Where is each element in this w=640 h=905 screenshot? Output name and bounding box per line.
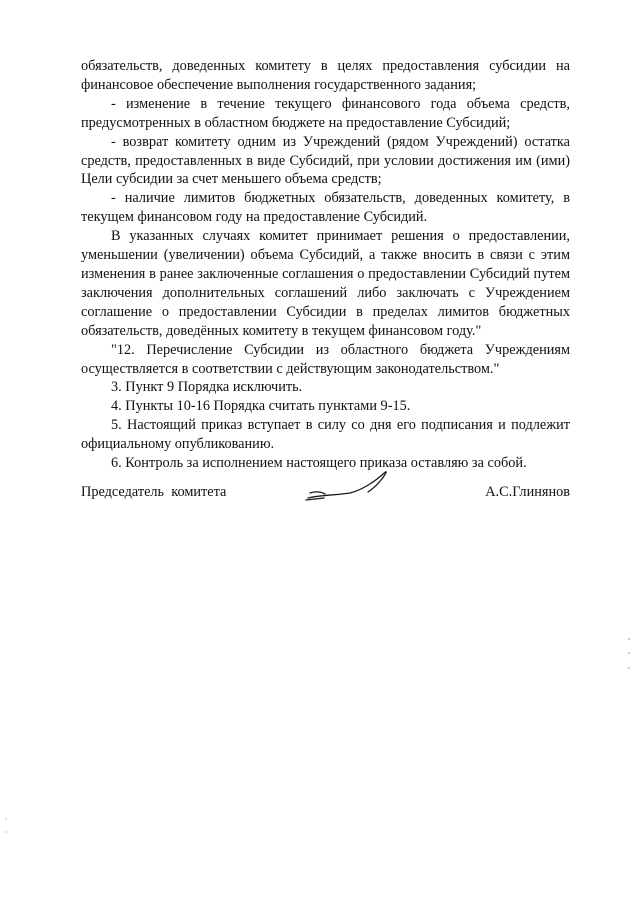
paragraph-list-item: - наличие лимитов бюджетных обязательств, доведенных комитету, в текущем финансовом году на предоставление Субсидий. bbox=[81, 190, 570, 226]
paragraph-item-4: 4. Пункты 10-16 Порядка считать пунктами 9-15. bbox=[111, 398, 411, 415]
paragraph-item-3: 3. Пункт 9 Порядка исключить. bbox=[111, 379, 303, 396]
handwritten-signature bbox=[300, 468, 395, 508]
scan-artifact-marks bbox=[626, 635, 632, 675]
paragraph-list-item: - изменение в течение текущего финансового года объема средств, предусмотренных в областном бюджете на предоставление Субсидий; bbox=[81, 95, 570, 131]
paragraph-clause-12: "12. Перечисление Субсидии из областного бюджета Учреждениям осуществляется в соответствии с действующим законодательством." bbox=[81, 341, 570, 377]
paragraph-continuation: обязательств, доведенных комитету в целях предоставления субсидии на финансовое обеспечение выполнения государственного задания; bbox=[81, 58, 570, 93]
paragraph-item-6: 6. Контроль за исполнением настоящего приказа оставляю за собой. bbox=[111, 455, 527, 472]
document-body bbox=[81, 57, 570, 473]
paragraph-list-item: - возврат комитету одним из Учреждений (рядом Учреждений) остатка средств, предоставленных в виде Субсидий, при условии достижения им (ими) Цели субсидии за счет меньшего объема средств; bbox=[81, 133, 570, 188]
signatory-title: Председатель комитета bbox=[81, 484, 227, 500]
paragraph-decision: В указанных случаях комитет принимает решения о предоставлении, уменьшении (увеличении) объема Субсидий, а также вносить в связи с этим изменения в ранее заключенные соглашения о предоставлении Субсидий путем заключения дополнительных соглашений либо заключать с Учреждением соглашение о предоставлении Субсидии в пределах лимитов бюджетных обязательств, доведённых комитету в текущем финансовом году." bbox=[81, 228, 570, 339]
paragraph-item-5: 5. Настоящий приказ вступает в силу со дня его подписания и подлежит официальному опубликованию. bbox=[81, 417, 570, 453]
scan-artifact-marks-left bbox=[4, 815, 8, 845]
signatory-name: А.С.Глинянов bbox=[485, 484, 570, 500]
